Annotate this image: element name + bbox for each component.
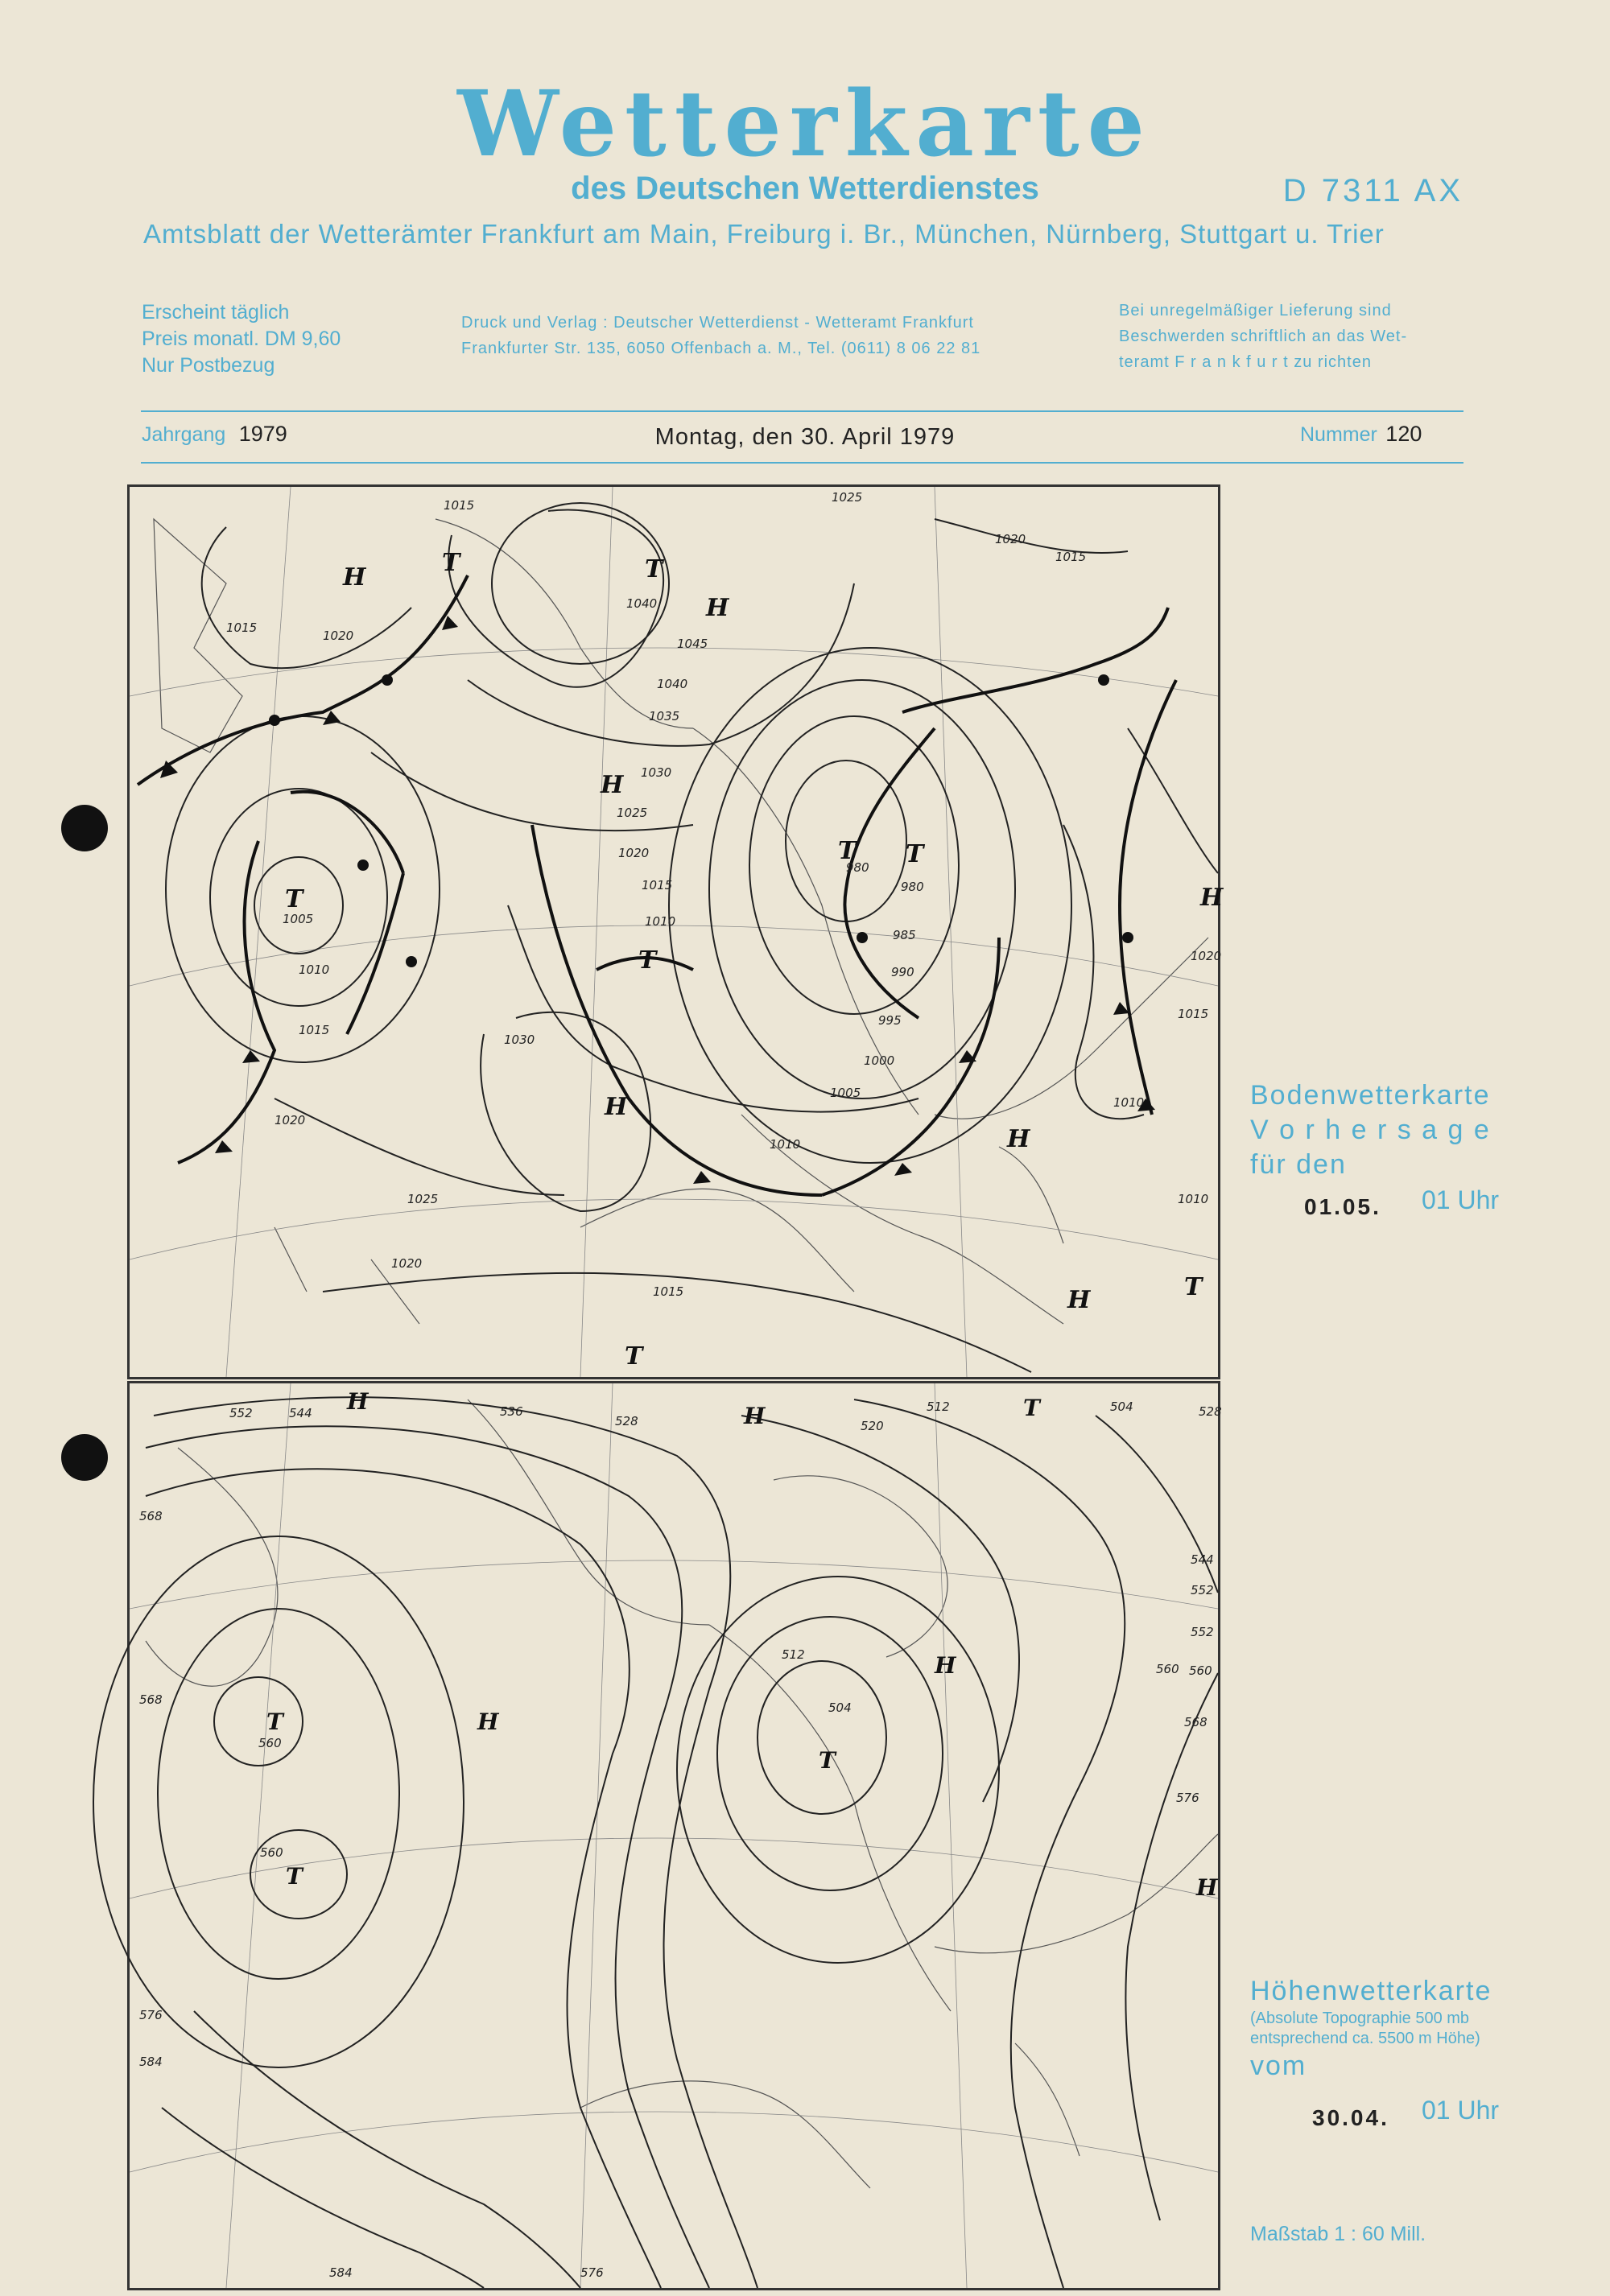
isobar-label: 1010 bbox=[1178, 1192, 1209, 1206]
page-title: Wetterkarte bbox=[457, 72, 1153, 177]
contour-label: 576 bbox=[1176, 1791, 1199, 1805]
graticule bbox=[130, 487, 1218, 1377]
contour-label: 544 bbox=[1191, 1552, 1214, 1567]
center-h: H bbox=[1007, 1125, 1030, 1153]
subcaption-line: (Absolute Topographie 500 mb bbox=[1250, 2010, 1470, 2027]
center-t: T bbox=[625, 1342, 643, 1371]
upper-air-map bbox=[127, 1381, 1220, 2290]
center-h: H bbox=[1067, 1286, 1091, 1314]
isobar-label: 1035 bbox=[649, 709, 680, 723]
publisher-info bbox=[461, 310, 980, 361]
contour-label: 552 bbox=[1191, 1583, 1214, 1597]
isobar-label: 1015 bbox=[653, 1284, 684, 1299]
isobar-label: 1025 bbox=[832, 490, 863, 505]
isobar-label: 1025 bbox=[617, 806, 648, 820]
isobar-label: 1040 bbox=[657, 677, 688, 691]
punch-hole-top bbox=[61, 805, 108, 851]
center-t: T bbox=[819, 1747, 836, 1774]
upper-map-time: 01 Uhr bbox=[1422, 2096, 1500, 2125]
center-h: H bbox=[347, 1388, 369, 1415]
punch-hole-bottom bbox=[61, 1434, 108, 1481]
isobar-label: 1000 bbox=[864, 1053, 895, 1068]
issue-date: Montag, den 30. April 1979 bbox=[654, 424, 956, 450]
contour-label: 512 bbox=[782, 1647, 805, 1662]
upper-map-title: Höhenwetterkarte bbox=[1250, 1976, 1492, 2006]
center-t: T bbox=[1184, 1273, 1203, 1301]
contour-label: 536 bbox=[500, 1404, 523, 1419]
contour-label: 528 bbox=[1199, 1404, 1222, 1419]
contour-label: 568 bbox=[139, 1692, 163, 1707]
isobar-label: 1010 bbox=[1113, 1095, 1145, 1110]
info-left-line: Erscheint täglich bbox=[142, 301, 290, 324]
nummer bbox=[1300, 422, 1422, 447]
center-t: T bbox=[645, 555, 663, 583]
isobar-label: 1010 bbox=[770, 1137, 801, 1152]
caption-line: Bodenwetterkarte bbox=[1250, 1080, 1491, 1111]
upper-map-caption bbox=[1250, 1974, 1492, 2084]
subcaption-line: entsprechend ca. 5500 m Höhe) bbox=[1250, 2030, 1480, 2047]
info-left-line: Nur Postbezug bbox=[142, 354, 275, 377]
isobar-label: 990 bbox=[891, 965, 914, 979]
isobar-label: 1005 bbox=[283, 912, 314, 926]
complaints-line: teramt F r a n k f u r t zu richten bbox=[1119, 353, 1372, 371]
publisher-line: Druck und Verlag : Deutscher Wetterdienst - Wetteramt Frankfurt bbox=[461, 314, 974, 332]
surface-map-drawing bbox=[130, 487, 1224, 1377]
map-scale: Maßstab 1 : 60 Mill. bbox=[1250, 2223, 1426, 2245]
isobar-label: 1020 bbox=[323, 629, 354, 643]
isobar-label: 1020 bbox=[391, 1256, 423, 1271]
isobar-label: 1005 bbox=[830, 1086, 861, 1100]
info-left-line: Preis monatl. DM 9,60 bbox=[142, 328, 341, 350]
isobar-label: 1020 bbox=[995, 532, 1026, 546]
contour-label: 552 bbox=[1191, 1625, 1214, 1639]
isobar-label: 1015 bbox=[1178, 1007, 1209, 1021]
isobar-label: 1020 bbox=[1191, 949, 1222, 963]
complaints-line: Bei unregelmäßiger Lieferung sind bbox=[1119, 302, 1392, 319]
center-t: T bbox=[285, 885, 303, 913]
isobar-label: 980 bbox=[846, 860, 869, 875]
isobar-label: 1015 bbox=[299, 1023, 330, 1037]
surface-map-caption bbox=[1250, 1078, 1491, 1182]
amtsblatt-line: Amtsblatt der Wetterämter Frankfurt am Main, Freiburg i. Br., München, Nürnberg, Stuttgart u. Trier bbox=[143, 219, 1385, 249]
caption-line: für den bbox=[1250, 1149, 1347, 1180]
jahrgang-label: Jahrgang bbox=[142, 423, 226, 446]
isobar-label: 1025 bbox=[407, 1192, 439, 1206]
contour-label: 544 bbox=[289, 1406, 312, 1420]
center-h: H bbox=[477, 1709, 499, 1735]
nummer-label: Nummer bbox=[1300, 423, 1377, 446]
isobar-label: 1015 bbox=[642, 878, 673, 892]
center-t: T bbox=[442, 549, 460, 577]
contour-label: 528 bbox=[615, 1414, 638, 1428]
isobar-label: 1040 bbox=[626, 596, 658, 611]
isobar-label: 1030 bbox=[641, 765, 672, 780]
contour-label: 576 bbox=[580, 2265, 604, 2280]
nummer-value: 120 bbox=[1385, 422, 1422, 446]
isobar-label: 1015 bbox=[226, 620, 258, 635]
height-centers bbox=[266, 1388, 1219, 1901]
contour-label: 560 bbox=[1156, 1662, 1179, 1676]
center-h: H bbox=[605, 1093, 628, 1121]
center-h: H bbox=[1196, 1874, 1218, 1901]
center-t: T bbox=[286, 1863, 303, 1890]
surface-map-date: 01.05. bbox=[1304, 1194, 1381, 1219]
contour-label: 504 bbox=[828, 1700, 852, 1715]
center-t: T bbox=[638, 946, 657, 975]
header-rule-bottom bbox=[141, 462, 1463, 464]
surface-map-time: 01 Uhr bbox=[1422, 1185, 1500, 1214]
isobar-label: 1010 bbox=[299, 963, 330, 977]
contour-label: 560 bbox=[1189, 1663, 1212, 1678]
isobar-label: 1020 bbox=[275, 1113, 306, 1127]
upper-map-drawing bbox=[130, 1383, 1222, 2288]
caption-line: V o r h e r s a g e bbox=[1250, 1115, 1491, 1145]
contour-label: 576 bbox=[139, 2008, 163, 2022]
contour-label: 560 bbox=[260, 1845, 283, 1860]
complaints-info bbox=[1119, 298, 1407, 375]
center-t: T bbox=[266, 1709, 283, 1735]
isobar-label: 1045 bbox=[677, 637, 708, 651]
isobar-label: 1030 bbox=[504, 1033, 535, 1047]
publication-info-left bbox=[142, 299, 341, 379]
contour-label: 568 bbox=[139, 1509, 163, 1523]
upper-map-vom: vom bbox=[1250, 2051, 1307, 2081]
contour-label: 512 bbox=[927, 1399, 950, 1414]
jahrgang-value: 1979 bbox=[238, 422, 287, 446]
center-h: H bbox=[601, 771, 624, 799]
center-h: H bbox=[343, 563, 366, 592]
isobar-label: 995 bbox=[878, 1013, 902, 1028]
contour-label: 520 bbox=[861, 1419, 884, 1433]
complaints-line: Beschwerden schriftlich an das Wet- bbox=[1119, 328, 1408, 345]
header-rule-top bbox=[141, 410, 1463, 412]
front-symbols bbox=[160, 616, 1155, 1184]
center-t: T bbox=[906, 840, 924, 868]
contour-label: 568 bbox=[1184, 1715, 1208, 1729]
height-contours bbox=[93, 1397, 1218, 2288]
isobar-label: 1015 bbox=[1055, 550, 1087, 564]
publisher-line: Frankfurter Str. 135, 6050 Offenbach a. M., Tel. (0611) 8 06 22 81 bbox=[461, 340, 981, 357]
contour-label: 584 bbox=[329, 2265, 353, 2280]
isobar-label: 1010 bbox=[645, 914, 676, 929]
contour-label: 504 bbox=[1110, 1399, 1133, 1414]
isobar-label: 1020 bbox=[618, 846, 650, 860]
height-labels bbox=[139, 1399, 1222, 2280]
upper-map-date: 30.04. bbox=[1312, 2105, 1389, 2130]
isobar-label: 980 bbox=[901, 880, 924, 894]
isobar-label: 985 bbox=[893, 928, 916, 942]
contour-label: 552 bbox=[229, 1406, 253, 1420]
center-t: T bbox=[1023, 1395, 1040, 1421]
page-subtitle: des Deutschen Wetterdienstes bbox=[571, 171, 1039, 206]
center-h: H bbox=[706, 594, 729, 622]
isobar-label: 1015 bbox=[444, 498, 475, 513]
center-h: H bbox=[935, 1652, 956, 1679]
surface-forecast-map bbox=[127, 484, 1224, 1379]
upper-map-subcaption bbox=[1250, 2009, 1492, 2049]
publication-code: D 7311 AX bbox=[1282, 173, 1463, 208]
center-h: H bbox=[1200, 884, 1224, 912]
center-h: H bbox=[744, 1403, 766, 1429]
contour-label: 584 bbox=[139, 2055, 163, 2069]
contour-label: 560 bbox=[258, 1736, 282, 1750]
center-t: T bbox=[838, 837, 857, 865]
